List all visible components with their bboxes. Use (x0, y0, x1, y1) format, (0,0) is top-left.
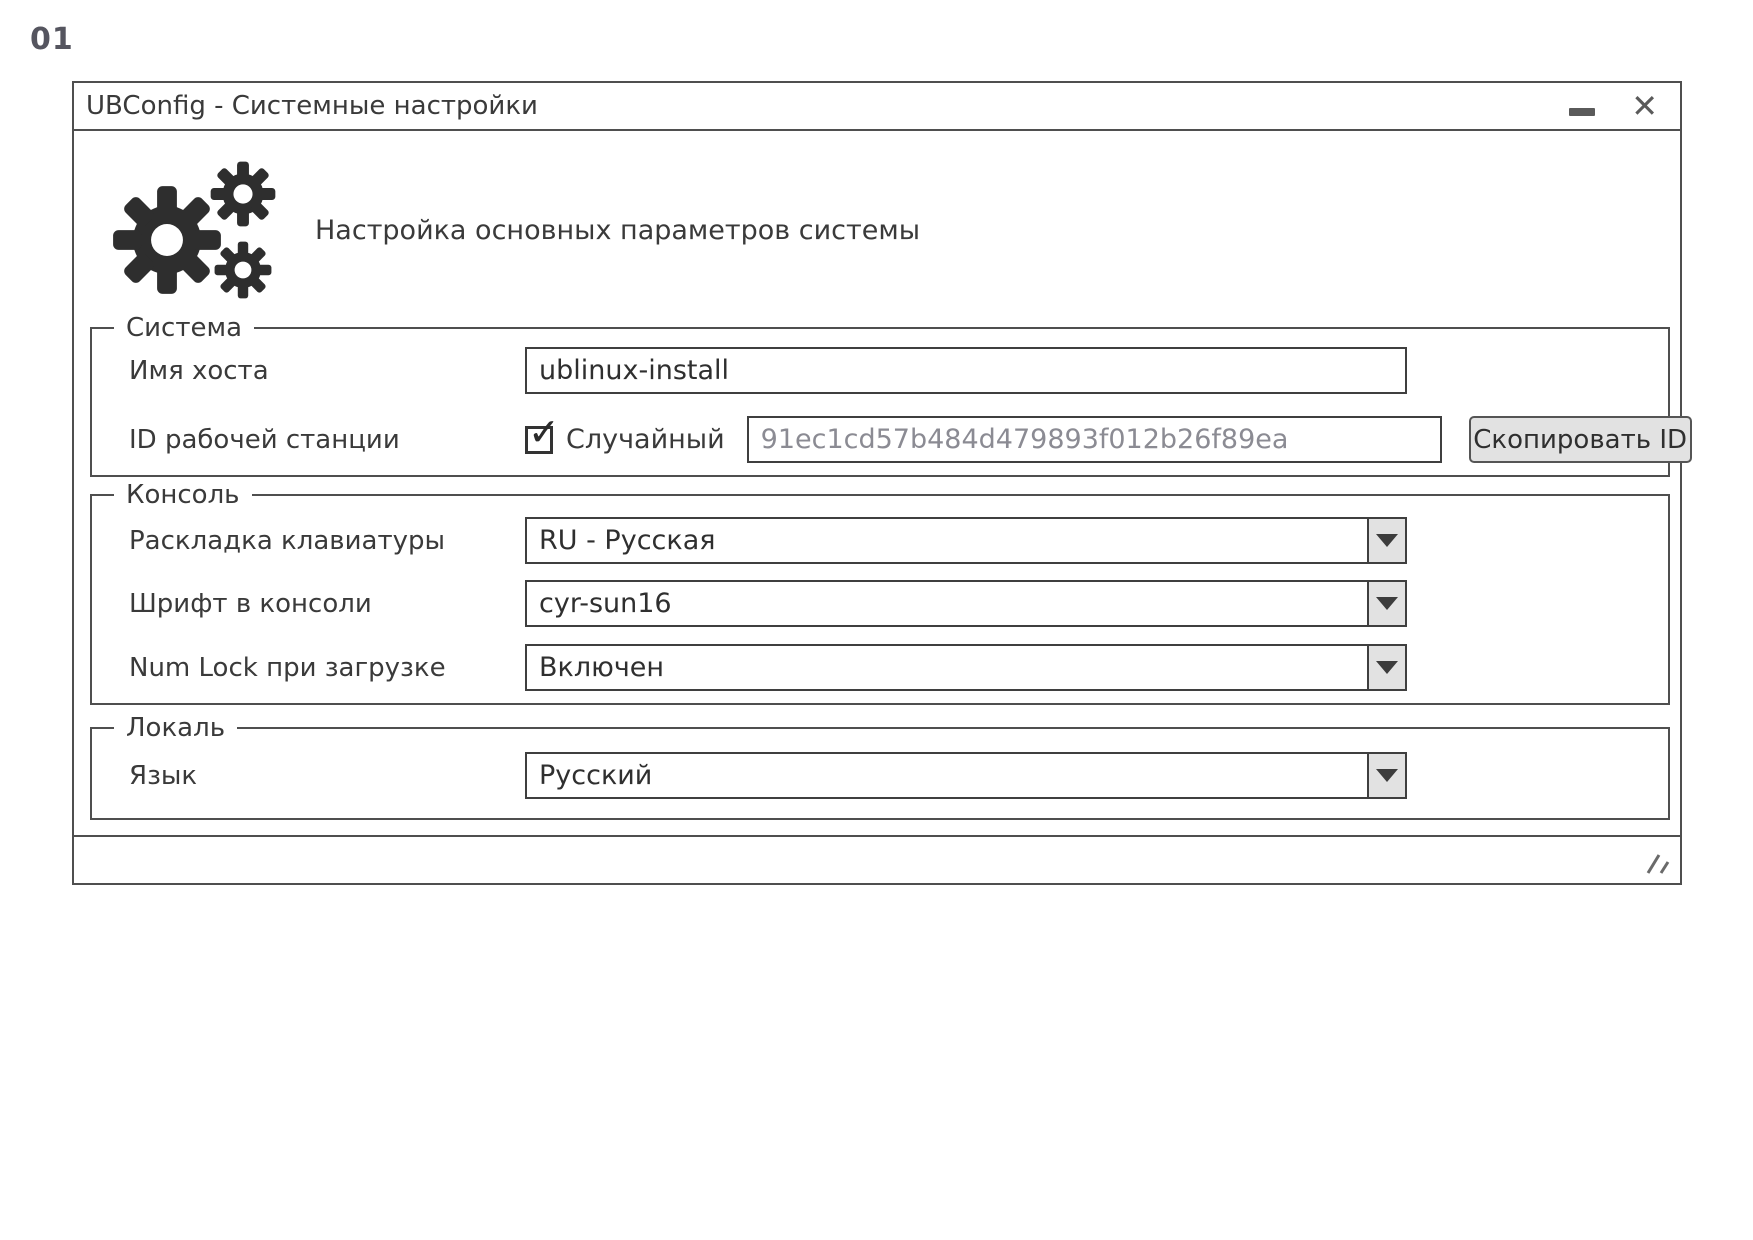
window-description: Настройка основных параметров системы (315, 215, 921, 246)
page-number-label: 01 (30, 22, 74, 57)
workstation-id-row (129, 409, 1692, 463)
chevron-down-icon (1376, 534, 1398, 547)
gears-icon (112, 161, 272, 301)
keyboard-layout-value: RU - Русская (539, 525, 716, 556)
hostname-input[interactable] (525, 347, 1407, 394)
numlock-row (129, 644, 1407, 691)
console-section-legend: Консоль (114, 479, 252, 511)
language-row (129, 752, 1407, 799)
dropdown-button[interactable] (1367, 646, 1405, 689)
window-title: UBConfig - Системные настройки (86, 91, 538, 121)
chevron-down-icon (1376, 597, 1398, 610)
console-font-dropdown[interactable] (525, 580, 1407, 627)
window-body (74, 133, 1688, 883)
random-id-checkbox[interactable] (525, 409, 560, 454)
minimize-icon[interactable] (1569, 108, 1595, 116)
numlock-dropdown[interactable] (525, 644, 1407, 691)
chevron-down-icon (1376, 661, 1398, 674)
dropdown-button[interactable] (1367, 582, 1405, 625)
random-id-checkbox-label[interactable]: Случайный (566, 424, 725, 455)
window-titlebar (74, 83, 1680, 131)
numlock-value: Включен (539, 652, 665, 683)
language-dropdown[interactable] (525, 752, 1407, 799)
close-icon[interactable]: ✕ (1631, 87, 1658, 125)
hostname-label: Имя хоста (129, 355, 269, 386)
system-section-legend: Система (114, 312, 254, 344)
workstation-id-label: ID рабочей станции (129, 424, 400, 455)
keyboard-layout-label: Раскладка клавиатуры (129, 525, 446, 556)
gear-large-icon (112, 185, 222, 295)
checkmark-icon: ✓ (528, 409, 560, 454)
chevron-down-icon (1376, 769, 1398, 782)
keyboard-layout-row (129, 517, 1407, 564)
window-controls (1569, 87, 1668, 125)
dropdown-button[interactable] (1367, 754, 1405, 797)
gear-small-bottom-icon (214, 241, 272, 299)
gear-small-top-icon (210, 161, 276, 227)
ubconfig-window (72, 81, 1688, 885)
locale-section-legend: Локаль (114, 712, 237, 744)
console-font-label: Шрифт в консоли (129, 588, 372, 619)
numlock-label: Num Lock при загрузке (129, 652, 446, 683)
language-value: Русский (539, 760, 653, 791)
console-font-row (129, 580, 1407, 627)
keyboard-layout-dropdown[interactable] (525, 517, 1407, 564)
status-bar (74, 835, 1680, 883)
workstation-id-input[interactable] (747, 416, 1442, 463)
language-label: Язык (129, 760, 198, 791)
hostname-row (129, 347, 1407, 394)
copy-id-button[interactable]: Скопировать ID (1469, 416, 1692, 463)
console-font-value: cyr-sun16 (539, 588, 672, 619)
dropdown-button[interactable] (1367, 519, 1405, 562)
resize-grip-icon[interactable] (1646, 851, 1672, 875)
